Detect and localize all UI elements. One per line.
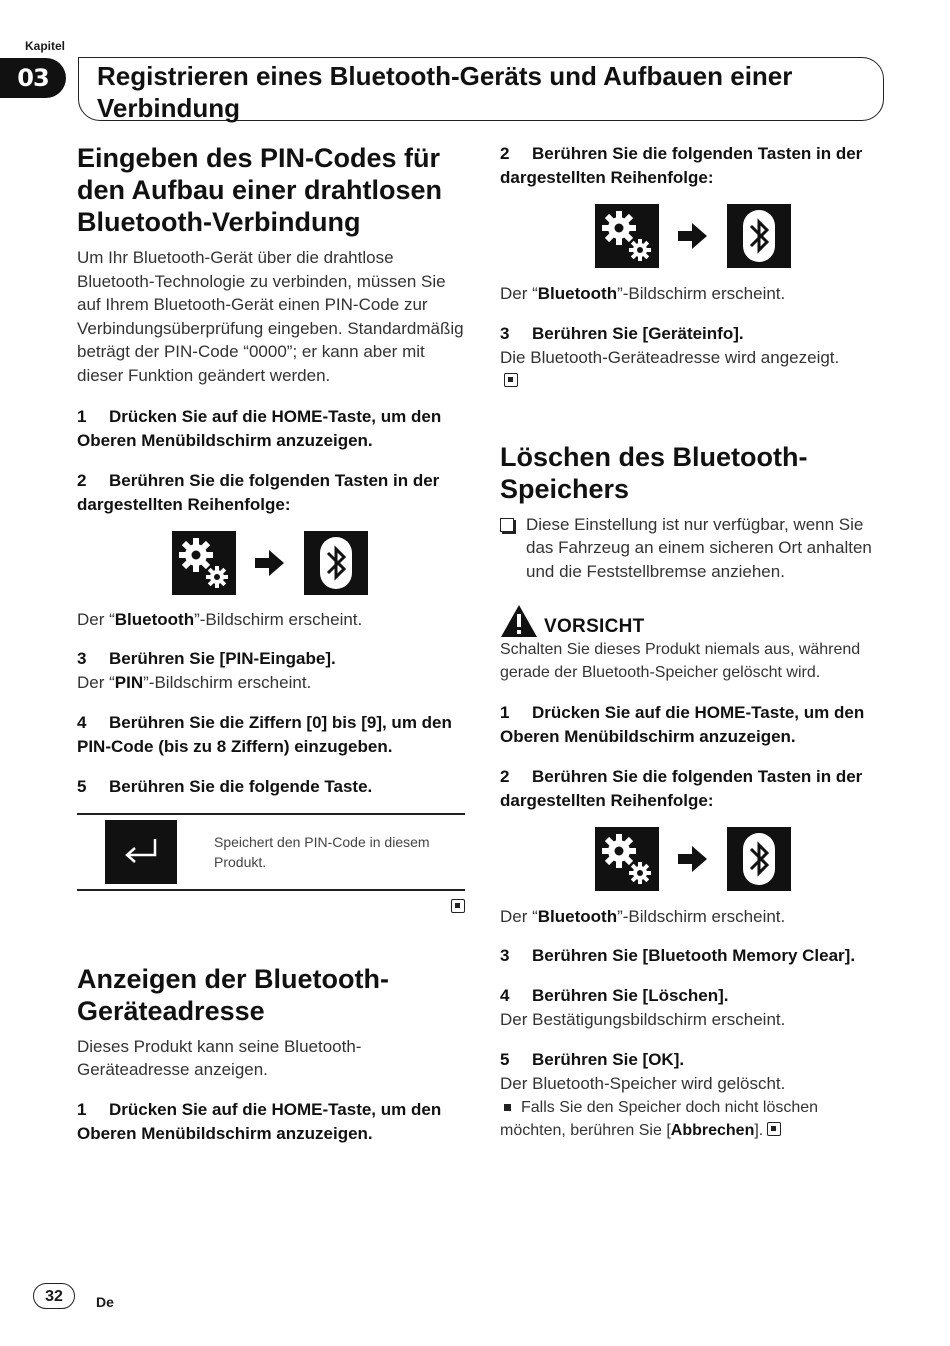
delete-step-3: 3 Berühren Sie [Bluetooth Memory Clear]. xyxy=(500,946,856,966)
gear-icon[interactable] xyxy=(595,827,659,891)
address-step-1: 1 Drücken Sie auf die HOME-Taste, um den Oberen Menübildschirm anzuzeigen. xyxy=(77,1099,442,1143)
delete-step-5: 5 Berühren Sie [OK]. xyxy=(500,1049,685,1069)
page-number: 32 xyxy=(33,1283,75,1309)
chapter-title: Registrieren eines Bluetooth-Geräts und Aufbauen einer Verbindung xyxy=(97,61,793,123)
address-step-2: 2 Berühren Sie die folgenden Tasten in der dargestellten Reihenfolge: xyxy=(500,144,863,187)
address-bluetooth-screen-note: Der “Bluetooth”-Bildschirm erscheint. xyxy=(500,284,786,303)
delete-icon-sequence xyxy=(496,827,890,891)
pin-step-2: 2 Berühren Sie die folgenden Tasten in der dargestellten Reihenfolge: xyxy=(77,470,440,514)
pin-step-1: 1 Drücken Sie auf die HOME-Taste, um den Oberen Menübildschirm anzuzeigen. xyxy=(77,406,442,450)
pin-icon-sequence xyxy=(75,531,465,595)
caution-header xyxy=(500,604,890,638)
delete-step-4-result: Der Bestätigungsbildschirm erscheint. xyxy=(500,1010,786,1030)
pin-step-3-result: Der “PIN”-Bildschirm erscheint. xyxy=(77,673,312,693)
end-mark-icon xyxy=(504,373,518,387)
gear-icon[interactable] xyxy=(595,204,659,268)
chapter-label: Kapitel xyxy=(25,39,66,53)
address-icon-sequence xyxy=(496,204,890,268)
pin-step-5: 5 Berühren Sie die folgende Taste. xyxy=(77,776,373,796)
delete-step-5-result: Der Bluetooth-Speicher wird gelöscht. xyxy=(500,1073,786,1093)
address-section-heading: Anzeigen der Bluetooth-Geräteadresse xyxy=(77,963,389,1026)
left-column xyxy=(77,140,465,1146)
arrow-right-icon xyxy=(236,549,304,577)
pin-bluetooth-screen-note: Der “Bluetooth”-Bildschirm erscheint. xyxy=(77,609,363,629)
delete-bluetooth-screen-note: Der “Bluetooth”-Bildschirm erscheint. xyxy=(500,906,786,926)
right-column xyxy=(500,140,890,1142)
end-mark-icon xyxy=(451,899,465,913)
pin-section-heading: Eingeben des PIN-Codes für den Aufbau einer drahtlosen Bluetooth-Verbindung xyxy=(77,143,443,237)
arrow-right-icon xyxy=(659,845,727,873)
delete-note: Diese Einstellung ist nur verfügbar, wenn Sie das Fahrzeug an einem sicheren Ort anhalten und die Feststellbremse anziehen. xyxy=(500,513,890,584)
end-mark-icon xyxy=(767,1122,781,1136)
arrow-right-icon xyxy=(659,222,727,250)
delete-step-4: 4 Berühren Sie [Löschen]. xyxy=(500,986,729,1006)
note-checkbox-icon xyxy=(500,518,514,532)
bluetooth-icon[interactable] xyxy=(304,531,368,595)
address-section-intro: Dieses Produkt kann seine Bluetooth-Geräteadresse anzeigen. xyxy=(77,1036,362,1080)
enter-key-description: Speichert den PIN-Code in diesem Produkt. xyxy=(214,833,430,870)
delete-step-2: 2 Berühren Sie die folgenden Tasten in der dargestellten Reihenfolge: xyxy=(500,766,863,810)
delete-step-1: 1 Drücken Sie auf die HOME-Taste, um den Oberen Menübildschirm anzuzeigen. xyxy=(500,702,865,746)
pin-step-3: 3 Berühren Sie [PIN-Eingabe]. xyxy=(77,649,336,669)
enter-key-table xyxy=(77,813,465,891)
warning-triangle-icon xyxy=(500,604,538,638)
bluetooth-icon[interactable] xyxy=(727,204,791,268)
address-step-3-result: Die Bluetooth-Geräteadresse wird angezeigt. xyxy=(500,346,840,393)
gear-icon[interactable] xyxy=(172,531,236,595)
pin-step-4: 4 Berühren Sie die Ziffern [0] bis [9], um den PIN-Code (bis zu 8 Ziffern) einzugeben. xyxy=(77,712,452,756)
chapter-number-badge: 03 xyxy=(0,58,66,98)
bluetooth-icon[interactable] xyxy=(727,827,791,891)
language-code: De xyxy=(96,1294,114,1310)
caution-label: VORSICHT xyxy=(544,615,645,637)
return-icon[interactable] xyxy=(105,820,177,884)
address-step-3: 3 Berühren Sie [Geräteinfo]. xyxy=(500,323,744,343)
caution-text: Schalten Sie dieses Produkt niemals aus, während gerade der Bluetooth-Speicher gelöscht wird. xyxy=(500,640,861,682)
delete-section-heading: Löschen des Bluetooth-Speichers xyxy=(500,441,808,504)
pin-section-intro: Um Ihr Bluetooth-Gerät über die drahtlose Bluetooth-Technologie zu verbinden, müssen Sie auf Ihrem Bluetooth-Gerät einen PIN-Code zur Verbindungsüberprüfung eingeben. Standardmäßig beträgt der PIN-Code “0000”; er kann aber mit dieser Funktion geändert werden. xyxy=(77,248,464,385)
cancel-bullet: Falls Sie den Speicher doch nicht löschen möchten, berühren Sie [Abbrechen]. xyxy=(500,1098,819,1139)
